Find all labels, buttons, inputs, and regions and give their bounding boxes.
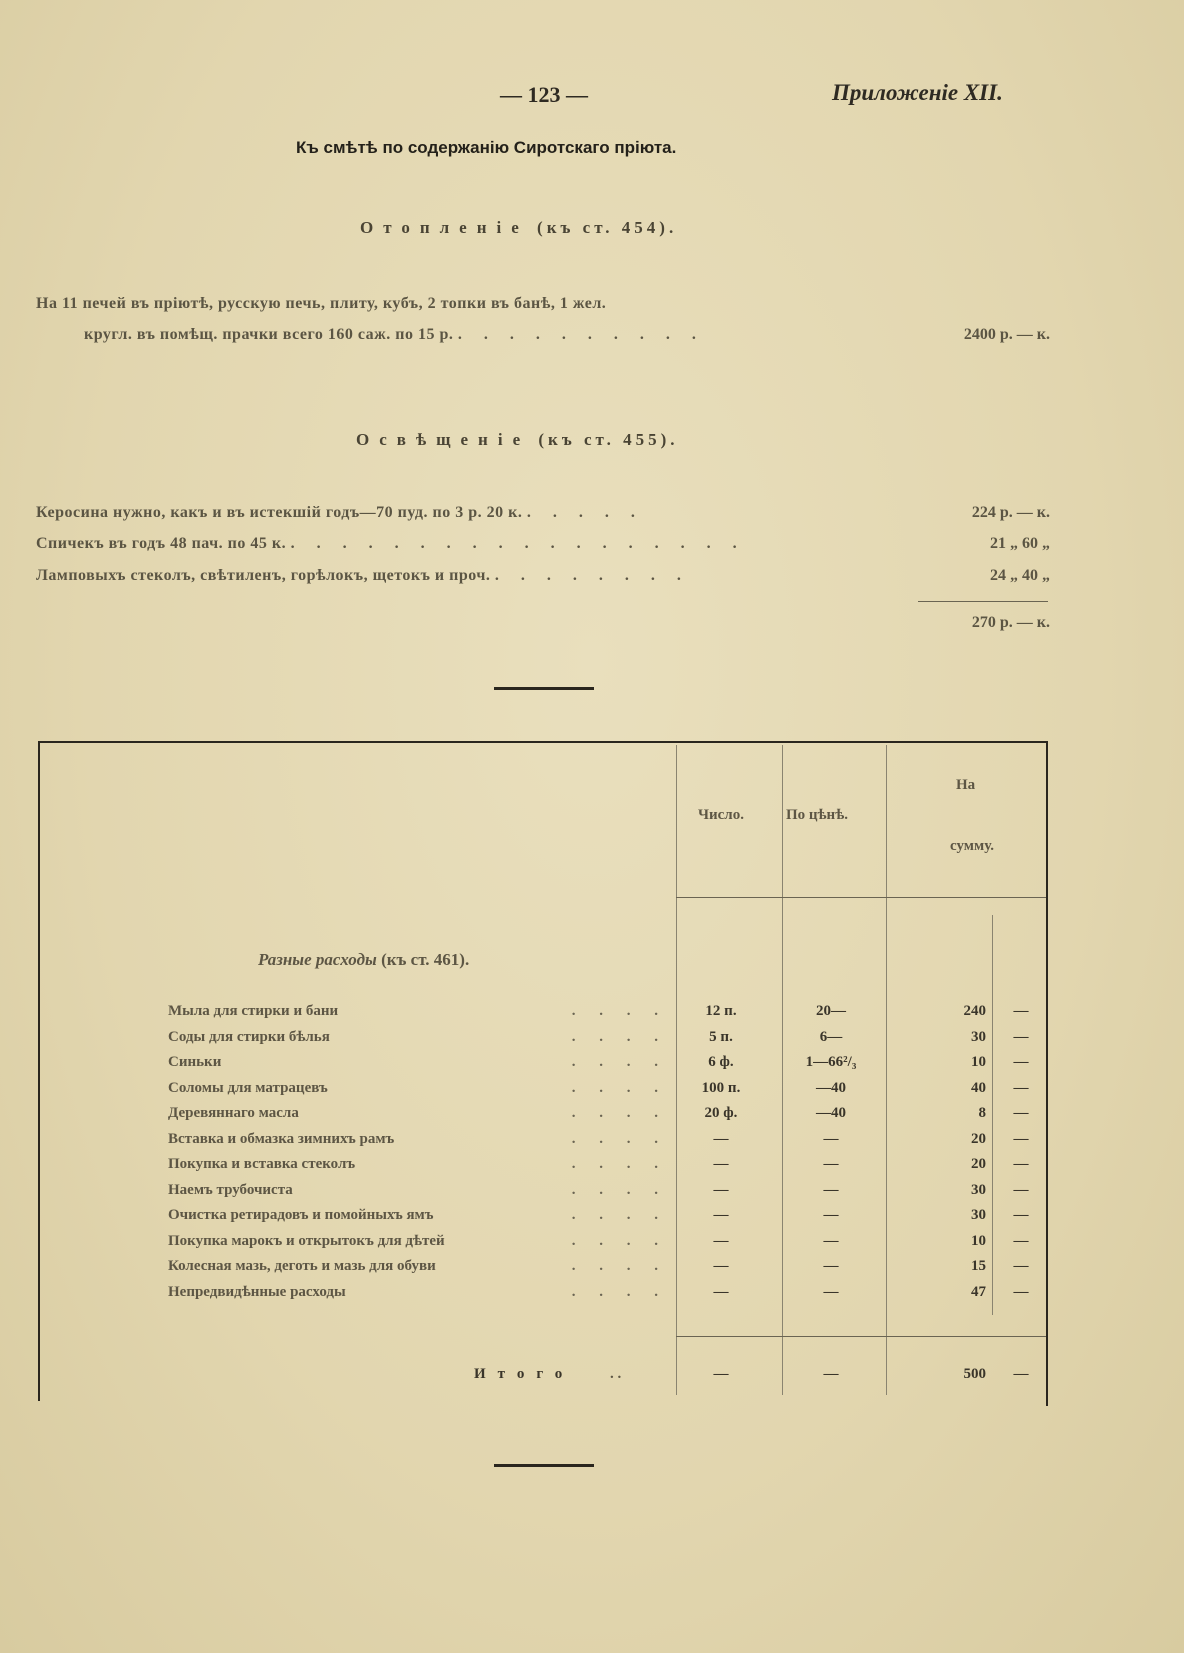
expense-price: — [823, 1156, 839, 1172]
expense-count: 20 ф. [704, 1105, 738, 1121]
col-divider-count [676, 745, 677, 1395]
lighting-article: (къ ст. 455). [538, 430, 679, 449]
heating-line-2-text: кругл. въ помѣщ. прачки всего 160 саж. по 15 р. [84, 326, 454, 343]
expense-count: 6 ф. [708, 1054, 734, 1070]
expense-label: Соды для стирки бѣлья [168, 1029, 330, 1045]
expense-kopeks: — [1013, 1284, 1029, 1300]
expense-label: Синьки [168, 1054, 222, 1070]
appendix-label: Приложеніе XII. [832, 80, 1003, 105]
lighting-total: 270 р. — к. [971, 614, 1050, 631]
expense-price: —40 [816, 1080, 846, 1096]
expense-count: — [713, 1182, 729, 1198]
lighting-heading [356, 430, 679, 450]
col-header-count: Число. [698, 807, 744, 823]
expense-label: Деревяннаго масла [168, 1105, 299, 1121]
expense-price: — [823, 1284, 839, 1300]
total-kopeks: — [1013, 1366, 1029, 1382]
expense-sum: 40 [971, 1080, 986, 1096]
expense-sum: 240 [963, 1003, 986, 1019]
expense-sum: 10 [971, 1054, 986, 1070]
leader-dots: . . . . [571, 1003, 668, 1019]
expense-price: —40 [816, 1105, 846, 1121]
expense-price: — [823, 1207, 839, 1223]
header-bottom-rule [676, 897, 1046, 898]
expense-count: — [713, 1207, 729, 1223]
expense-label: Покупка марокъ и открытокъ для дѣтей [168, 1233, 445, 1249]
expense-sum: 15 [971, 1258, 986, 1274]
leader-dots: . . . . [571, 1131, 668, 1147]
lighting-item-2: Спичекъ въ годъ 48 пач. по 45 к. . . . . . . . . . . . . . . . . . . [36, 535, 746, 552]
expense-kopeks: — [1013, 1207, 1029, 1223]
leader-dots: . . . . [571, 1054, 668, 1070]
expense-kopeks: — [1013, 1131, 1029, 1147]
expense-sum: 8 [978, 1105, 986, 1121]
expense-sum: 20 [971, 1131, 986, 1147]
leader-dots: . . . . [571, 1207, 668, 1223]
expense-price: — [823, 1233, 839, 1249]
expense-sum: 10 [971, 1233, 986, 1249]
expense-price: 6— [819, 1029, 843, 1045]
table-left-rule [38, 741, 40, 1401]
expense-count: — [713, 1233, 729, 1249]
col-header-price: По цѣнѣ. [786, 807, 848, 823]
heating-line-1: На 11 печей въ пріютѣ, русскую печь, плиту, кубъ, 2 топки въ банѣ, 1 жел. [36, 295, 607, 312]
leader-dots: . . . . [571, 1182, 668, 1198]
total-label: Итого [474, 1366, 575, 1382]
expense-label: Наемъ трубочиста [168, 1182, 293, 1198]
expense-count: 5 п. [709, 1029, 733, 1045]
leader-dots: . . . . [571, 1029, 668, 1045]
expense-kopeks: — [1013, 1258, 1029, 1274]
leader-dots: . . . . [571, 1105, 668, 1121]
table-right-rule [1046, 741, 1048, 1406]
expense-sum: 30 [971, 1182, 986, 1198]
expense-kopeks: — [1013, 1156, 1029, 1172]
total-sum: 500 [963, 1366, 986, 1382]
expense-label: Соломы для матрацевъ [168, 1080, 328, 1096]
col-header-sum-2: сумму. [950, 838, 994, 854]
expense-price: 1—66²/₃ [805, 1054, 857, 1070]
expense-sum: 20 [971, 1156, 986, 1172]
leader-dots: . . . . [571, 1284, 668, 1300]
expense-kopeks: — [1013, 1003, 1029, 1019]
leader-dots: . . . . [571, 1258, 668, 1274]
heating-heading [360, 218, 677, 238]
expense-price: — [823, 1182, 839, 1198]
lighting-item-1: Керосина нужно, какъ и въ истекшій годъ—70 пуд. по 3 р. 20 к. . . . . . [36, 504, 644, 521]
expense-label: Вставка и обмазка зимнихъ рамъ [168, 1131, 395, 1147]
expense-label: Очистка ретирадовъ и помойныхъ ямъ [168, 1207, 434, 1223]
heating-article: (къ ст. 454). [537, 218, 678, 237]
leader-dots: . . . . [571, 1156, 668, 1172]
section-heading [258, 950, 469, 970]
expense-kopeks: — [1013, 1182, 1029, 1198]
expense-sum: 30 [971, 1029, 986, 1045]
col-header-sum-1: На [956, 777, 976, 793]
section-divider [494, 687, 594, 690]
expense-label: Мыла для стирки и бани [168, 1003, 339, 1019]
heating-amount: 2400 р. — к. [963, 326, 1050, 343]
section-article: (къ ст. 461). [381, 950, 470, 969]
expense-kopeks: — [1013, 1105, 1029, 1121]
expense-label: Покупка и вставка стеколъ [168, 1156, 356, 1172]
col-divider-kopeks [992, 915, 993, 1315]
heating-line-2: кругл. въ помѣщ. прачки всего 160 саж. по 15 р. . . . . . . . . . . [84, 326, 705, 343]
expense-kopeks: — [1013, 1054, 1029, 1070]
lighting-item-1-amount: 224 р. — к. [971, 504, 1050, 521]
expense-count: — [713, 1258, 729, 1274]
bottom-divider [494, 1464, 594, 1467]
total-count: — [713, 1366, 729, 1382]
lighting-item-3: Ламповыхъ стеколъ, свѣтиленъ, горѣлокъ, щетокъ и проч. . . . . . . . . [36, 567, 690, 584]
total-dots: . . [610, 1366, 622, 1382]
total-price: — [823, 1366, 839, 1382]
expense-price: 20— [816, 1003, 846, 1019]
expense-count: — [713, 1156, 729, 1172]
expense-sum: 30 [971, 1207, 986, 1223]
section-title: Разные расходы [258, 950, 377, 969]
expense-kopeks: — [1013, 1080, 1029, 1096]
document-title: Къ смѣтѣ по содержанію Сиротскаго пріюта. [296, 138, 677, 157]
lighting-heading-word: Освѣщеніе [356, 430, 531, 449]
expense-count: — [713, 1284, 729, 1300]
expense-count: 100 п. [701, 1080, 741, 1096]
leader-dots: . . . . [571, 1080, 668, 1096]
expense-price: — [823, 1258, 839, 1274]
lighting-item-1-label: Керосина нужно, какъ и въ истекшій годъ—70 пуд. по 3 р. 20 к. [36, 504, 523, 521]
expense-count: — [713, 1131, 729, 1147]
lighting-item-2-label: Спичекъ въ годъ 48 пач. по 45 к. [36, 535, 287, 552]
expense-label: Колесная мазь, деготь и мазь для обуви [168, 1258, 436, 1274]
expense-kopeks: — [1013, 1233, 1029, 1249]
lighting-item-2-amount: 21 „ 60 „ [990, 535, 1050, 552]
leader-dots: . . . . [571, 1233, 668, 1249]
expense-sum: 47 [971, 1284, 986, 1300]
lighting-sum-rule [918, 601, 1048, 602]
col-divider-price [782, 745, 783, 1395]
page-number: — 123 — [500, 82, 588, 107]
lighting-item-3-label: Ламповыхъ стеколъ, свѣтиленъ, горѣлокъ, щетокъ и проч. [36, 567, 491, 584]
expense-label: Непредвидѣнные расходы [168, 1284, 346, 1300]
heating-heading-word: Отопленіе [360, 218, 529, 237]
expense-kopeks: — [1013, 1029, 1029, 1045]
col-divider-sum [886, 745, 887, 1395]
expense-count: 12 п. [705, 1003, 737, 1019]
expense-price: — [823, 1131, 839, 1147]
total-top-rule [676, 1336, 1046, 1337]
table-top-rule [38, 741, 1048, 743]
lighting-item-3-amount: 24 „ 40 „ [990, 567, 1050, 584]
